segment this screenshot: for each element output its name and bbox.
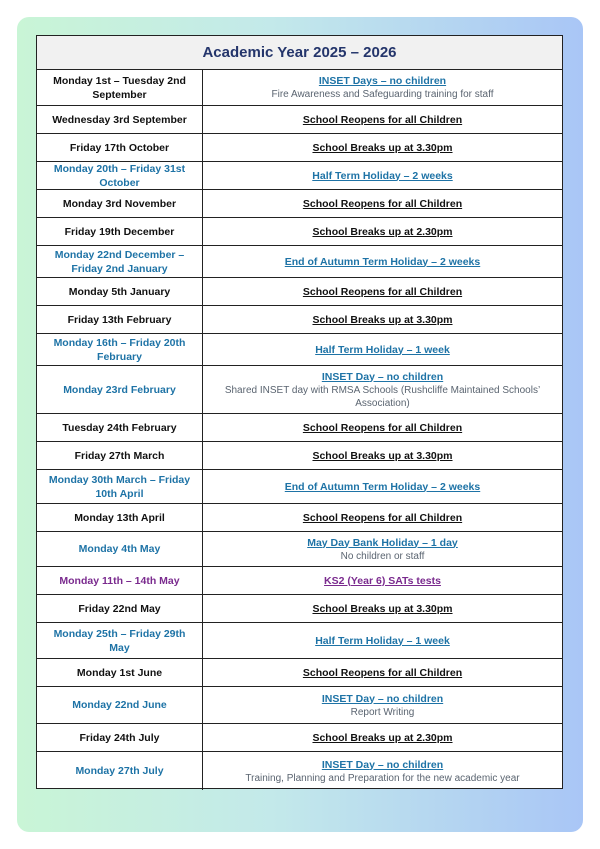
event-cell — [203, 162, 562, 189]
event-cell — [203, 687, 562, 723]
event-cell — [203, 278, 562, 305]
event-title: School Breaks up at 2.30pm — [312, 225, 453, 238]
event-note: Shared INSET day with RMSA Schools (Rushcliffe Maintained Schools’ Association) — [224, 384, 541, 409]
event-title: School Breaks up at 3.30pm — [312, 602, 453, 615]
table-row — [37, 366, 562, 414]
event-cell — [203, 246, 562, 277]
table-row — [37, 504, 562, 532]
event-cell — [203, 414, 562, 441]
date-cell: Monday 27th July — [37, 752, 203, 790]
table-row — [37, 246, 562, 278]
date-cell: Monday 16th – Friday 20th February — [37, 334, 203, 365]
event-title: School Breaks up at 3.30pm — [312, 313, 453, 326]
table-row — [37, 724, 562, 752]
event-title: End of Autumn Term Holiday – 2 weeks — [284, 480, 481, 493]
table-row — [37, 134, 562, 162]
table-row — [37, 623, 562, 659]
event-title: Half Term Holiday – 2 weeks — [312, 169, 453, 182]
event-cell — [203, 306, 562, 333]
event-cell — [203, 70, 562, 105]
event-title: Half Term Holiday – 1 week — [315, 343, 450, 356]
event-cell — [203, 134, 562, 161]
date-cell: Monday 1st June — [37, 659, 203, 686]
date-cell: Monday 1st – Tuesday 2nd September — [37, 70, 203, 105]
date-cell: Monday 23rd February — [37, 366, 203, 413]
event-cell — [203, 442, 562, 469]
event-cell — [203, 623, 562, 658]
event-title: INSET Days – no children — [318, 75, 447, 87]
date-cell: Monday 13th April — [37, 504, 203, 531]
date-cell: Tuesday 24th February — [37, 414, 203, 441]
date-cell: Monday 11th – 14th May — [37, 567, 203, 594]
date-cell: Monday 22nd December – Friday 2nd January — [37, 246, 203, 277]
event-cell — [203, 470, 562, 503]
event-title: School Reopens for all Children — [302, 285, 463, 298]
table-row — [37, 470, 562, 504]
event-title: End of Autumn Term Holiday – 2 weeks — [284, 255, 481, 268]
table-row — [37, 687, 562, 724]
event-cell — [203, 595, 562, 622]
event-note: No children or staff — [340, 550, 425, 562]
event-cell — [203, 532, 562, 566]
date-cell: Monday 4th May — [37, 532, 203, 566]
calendar-table — [36, 35, 563, 789]
event-title: INSET Day – no children — [321, 370, 444, 383]
date-cell: Monday 25th – Friday 29th May — [37, 623, 203, 658]
date-cell: Friday 24th July — [37, 724, 203, 751]
event-cell — [203, 334, 562, 365]
date-cell: Monday 3rd November — [37, 190, 203, 217]
event-cell — [203, 659, 562, 686]
page-title: Academic Year 2025 – 2026 — [37, 36, 562, 70]
table-row — [37, 278, 562, 306]
table-body — [37, 70, 562, 790]
table-row — [37, 414, 562, 442]
event-note: Report Writing — [350, 706, 415, 718]
event-cell — [203, 106, 562, 133]
table-row — [37, 442, 562, 470]
event-cell — [203, 724, 562, 751]
table-row — [37, 567, 562, 595]
date-cell: Monday 30th March – Friday 10th April — [37, 470, 203, 503]
event-cell — [203, 190, 562, 217]
table-row — [37, 218, 562, 246]
event-title: INSET Day – no children — [321, 758, 444, 771]
event-title: School Breaks up at 3.30pm — [312, 141, 453, 154]
event-title: School Reopens for all Children — [302, 511, 463, 524]
event-cell — [203, 567, 562, 594]
table-row — [37, 334, 562, 366]
event-cell — [203, 504, 562, 531]
table-row — [37, 659, 562, 687]
table-row — [37, 162, 562, 190]
table-row — [37, 190, 562, 218]
date-cell: Monday 22nd June — [37, 687, 203, 723]
date-cell: Friday 13th February — [37, 306, 203, 333]
event-title: School Reopens for all Children — [302, 421, 463, 434]
event-title: May Day Bank Holiday – 1 day — [307, 536, 458, 549]
event-title: School Breaks up at 2.30pm — [312, 731, 453, 744]
date-cell: Wednesday 3rd September — [37, 106, 203, 133]
event-title: School Reopens for all Children — [302, 197, 463, 210]
event-note: Training, Planning and Preparation for the new academic year — [245, 772, 520, 784]
date-cell: Friday 22nd May — [37, 595, 203, 622]
date-cell: Monday 5th January — [37, 278, 203, 305]
event-title: Half Term Holiday – 1 week — [315, 634, 450, 647]
table-row — [37, 595, 562, 623]
table-row — [37, 306, 562, 334]
event-title: School Reopens for all Children — [302, 666, 463, 679]
date-cell: Friday 27th March — [37, 442, 203, 469]
table-row — [37, 752, 562, 790]
event-note: Fire Awareness and Safeguarding training for staff — [271, 89, 494, 100]
date-cell: Monday 20th – Friday 31st October — [37, 162, 203, 189]
table-row — [37, 70, 562, 106]
date-cell: Friday 19th December — [37, 218, 203, 245]
event-title: INSET Day – no children — [321, 692, 444, 705]
event-title: KS2 (Year 6) SATs tests — [324, 574, 441, 587]
event-cell — [203, 366, 562, 413]
event-title: School Breaks up at 3.30pm — [312, 449, 453, 462]
event-title: School Reopens for all Children — [302, 113, 463, 126]
table-row — [37, 532, 562, 567]
event-cell — [203, 218, 562, 245]
table-row — [37, 106, 562, 134]
date-cell: Friday 17th October — [37, 134, 203, 161]
event-cell — [203, 752, 562, 790]
